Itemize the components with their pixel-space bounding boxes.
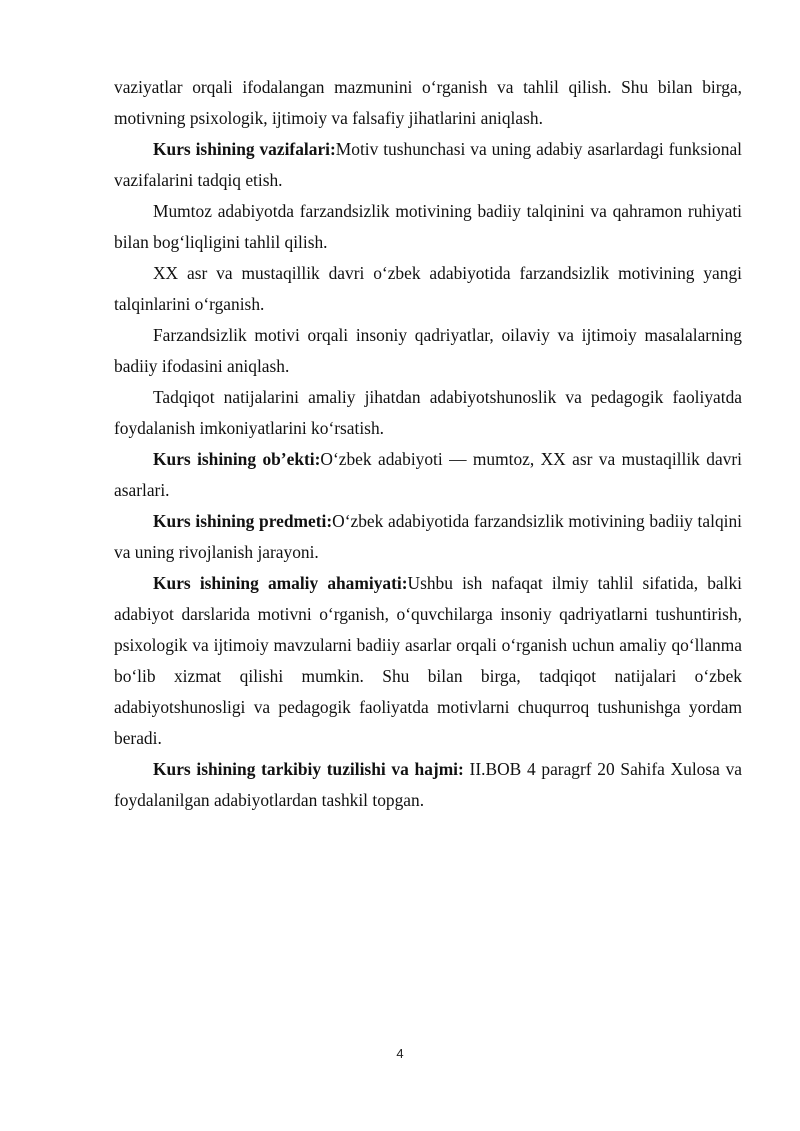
paragraph-practical-significance — [114, 568, 742, 754]
document-page — [114, 72, 742, 816]
paragraph-task-practical — [114, 382, 742, 444]
paragraph-text: vaziyatlar orqali ifodalangan mazmunini o‘rganish va tahlil qilish. Shu bilan birga, motivning psixologik, ijtimoiy va falsafiy jihatlarini aniqlash. — [114, 77, 742, 128]
paragraph-text: XX asr va mustaqillik davri o‘zbek adabiyotida farzandsizlik motivining yangi talqinlarini o‘rganish. — [114, 263, 742, 314]
paragraph-text: Farzandsizlik motivi orqali insoniy qadriyatlar, oilaviy va ijtimoiy masalalarning badiiy ifodasini aniqlash. — [114, 325, 742, 376]
paragraph-heading-tasks: Kurs ishining vazifalari: — [153, 139, 336, 159]
paragraph-text: Motiv tushunchasi va uning adabiy asarlardagi funksional vazifalarini tadqiq etish. — [114, 139, 743, 190]
paragraph-heading-structure: Kurs ishining tarkibiy tuzilishi va hajmi: — [153, 759, 464, 779]
paragraph-text: O‘zbek adabiyoti — mumtoz, XX asr va mustaqillik davri asarlari. — [114, 449, 742, 500]
paragraph-tasks — [114, 134, 742, 196]
paragraph-task-values — [114, 320, 742, 382]
paragraph-text: Tadqiqot natijalarini amaliy jihatdan adabiyotshunoslik va pedagogik faoliyatda foydalanish imkoniyatlarini ko‘rsatish. — [114, 387, 742, 438]
paragraph-goal-continuation — [114, 72, 742, 134]
paragraph-heading-object: Kurs ishining ob’ekti: — [153, 449, 321, 469]
paragraph-text: Ushbu ish nafaqat ilmiy tahlil sifatida, balki adabiyot darslarida motivni o‘rganish, o‘quvchilarga insoniy qadriyatlarni tushuntirish, psixologik va ijtimoiy mavzularni badiiy asarlar orqali o‘rganish uchun amaliy qo‘llanma bo‘lib xizmat qilishi mumkin. Shu bilan birga, tadqiqot natijalari o‘zbek adabiyotshunosligi va pedagogik faoliyatda motivlarni chuqurroq tushunishga yordam beradi. — [114, 573, 743, 748]
paragraph-text: O‘zbek adabiyotida farzandsizlik motivining badiiy talqini va uning rivojlanish jarayoni. — [114, 511, 742, 562]
paragraph-text: Mumtoz adabiyotda farzandsizlik motivining badiiy talqinini va qahramon ruhiyati bilan bog‘liqligini tahlil qilish. — [114, 201, 742, 252]
paragraph-task-modern — [114, 258, 742, 320]
paragraph-structure — [114, 754, 742, 816]
paragraph-text: II.BOB 4 paragrf 20 Sahifa Xulosa va foydalanilgan adabiyotlardan tashkil topgan. — [114, 759, 742, 810]
paragraph-subject — [114, 506, 742, 568]
page-number: 4 — [396, 1046, 404, 1061]
paragraph-heading-subject: Kurs ishining predmeti: — [153, 511, 333, 531]
paragraph-task-classical — [114, 196, 742, 258]
paragraph-heading-practical-significance: Kurs ishining amaliy ahamiyati: — [153, 573, 408, 593]
paragraph-object — [114, 444, 742, 506]
